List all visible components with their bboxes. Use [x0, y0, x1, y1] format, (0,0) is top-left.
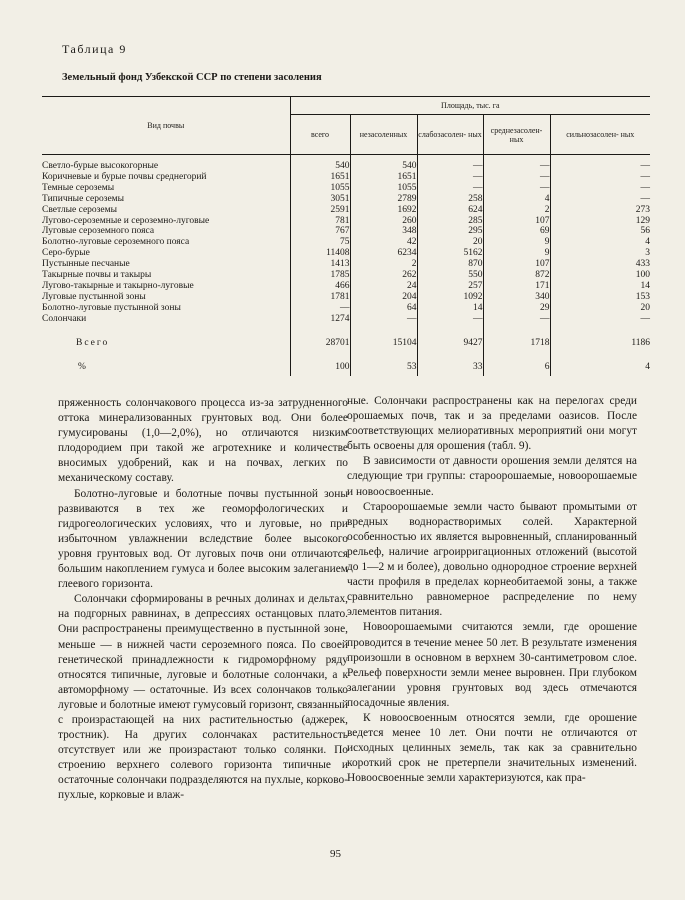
cell-value: 550 [417, 270, 483, 281]
cell-value: 872 [483, 270, 550, 281]
cell-value: — [417, 172, 483, 183]
cell-value: — [417, 183, 483, 194]
cell-value: 348 [350, 226, 417, 237]
cell-value: 258 [417, 194, 483, 205]
row-label: Светлые сероземы [42, 204, 118, 215]
row-label: Пустынные песчаные [42, 259, 130, 270]
paragraph: К новоосвоенным относятся земли, где орошение ведется менее 10 лет. Они почти не отличаются от исходных целинных земель, так как за сравнительно короткий срок не претерпели значительных изменений. Новоосвоенные земли характеризуются, как пра- [347, 711, 637, 785]
header-col-total: всего [290, 115, 350, 155]
cell-value: 9427 [417, 325, 483, 349]
table-row [42, 303, 650, 314]
cell-value: 1413 [290, 259, 350, 270]
header-col-unsalted: незасоленных [350, 115, 417, 155]
cell-value: 20 [417, 237, 483, 248]
cell-value: 870 [417, 259, 483, 270]
cell-value: 624 [417, 205, 483, 216]
paragraph: В зависимости от давности орошения земли делятся на следующие три группы: староорошаемые, новоорошаемые и новоосвоенные. [347, 455, 637, 498]
row-label: Болотно-луговые пустынной зоны [42, 302, 181, 313]
table-row [42, 183, 650, 194]
row-label: Луговые сероземного пояса [42, 226, 155, 237]
cell-value: 1781 [290, 292, 350, 303]
cell-value: — [550, 183, 650, 194]
cell-value: — [550, 314, 650, 325]
row-label: Коричневые и бурые почвы среднегорий [42, 171, 207, 182]
cell-value: 75 [290, 237, 350, 248]
table-row [42, 194, 650, 205]
cell-value: 64 [350, 303, 417, 314]
cell-value: — [290, 303, 350, 314]
row-label: Болотно-луговые сероземного пояса [42, 237, 190, 248]
text-column-left [58, 396, 348, 804]
header-col-medium: среднезасолен- ных [483, 115, 550, 155]
cell-value: — [417, 155, 483, 172]
cell-value: — [483, 183, 550, 194]
paragraph: Болотно-луговые и болотные почвы пустынной зоны развиваются в тех же геоморфологических и гидрогеологических условиях, что и луговые, но при избыточном увлажнении вследствие более высокого уровня грунтовых вод. От луговых почв они отличаются большим накоплением гумуса и более высоким залеганием глеевого горизонта. [58, 487, 348, 591]
cell-value: 204 [350, 292, 417, 303]
cell-value: 14 [550, 281, 650, 292]
cell-value: 107 [483, 216, 550, 227]
cell-value: — [483, 155, 550, 172]
row-label: Такырные почвы и такыры [42, 270, 152, 281]
cell-value: 273 [550, 205, 650, 216]
row-label: % [78, 361, 86, 372]
cell-value: 29 [483, 303, 550, 314]
cell-value: 2591 [290, 205, 350, 216]
cell-value: 1785 [290, 270, 350, 281]
cell-value: 1092 [417, 292, 483, 303]
cell-value: 14 [417, 303, 483, 314]
paragraph: пряженность солончакового процесса из-за затрудненного оттока минерализованных грунтовых вод. Они более гумусированы (1,0—2,0%), но отличаются низким плодородием при такой же агротехнике и количестве вносимых удобрений, как и на почвах, легких по механическому составу. [58, 397, 348, 485]
cell-value: 171 [483, 281, 550, 292]
header-col-strong: сильнозасолен- ных [550, 115, 650, 155]
cell-value: 53 [350, 349, 417, 377]
cell-value: 107 [483, 259, 550, 270]
row-label: Серо-бурые [42, 248, 90, 259]
cell-value: — [550, 194, 650, 205]
cell-value: 260 [350, 216, 417, 227]
cell-value: 2 [483, 205, 550, 216]
cell-value: 1718 [483, 325, 550, 349]
cell-value: 340 [483, 292, 550, 303]
total-row [42, 325, 650, 349]
header-area: Площадь, тыс. га [290, 97, 650, 115]
cell-value: 2789 [350, 194, 417, 205]
cell-value: 6234 [350, 248, 417, 259]
header-soil-type: Вид почвы [42, 97, 290, 155]
table-row [42, 292, 650, 303]
cell-value: 20 [550, 303, 650, 314]
cell-value: 15104 [350, 325, 417, 349]
row-label: Светло-бурые высокогорные [42, 161, 159, 171]
cell-value: — [483, 314, 550, 325]
cell-value: 295 [417, 226, 483, 237]
table-caption: Земельный фонд Узбекской ССР по степени засоления [62, 72, 322, 83]
table-row [42, 226, 650, 237]
cell-value: 3051 [290, 194, 350, 205]
cell-value: 56 [550, 226, 650, 237]
cell-value: 24 [350, 281, 417, 292]
cell-value: — [350, 314, 417, 325]
cell-value: 781 [290, 216, 350, 227]
cell-value: 540 [290, 155, 350, 172]
cell-value: 33 [417, 349, 483, 377]
paragraph: Староорошаемые земли часто бывают промытыми от вредных воднорастворимых солей. Характерной особенностью их является выровненный, спланированный рельеф, наличие агроирригационных отложений (высотой до 1—2 м и более), довольно однородное строение верхней части профиля в пределах корнеобитаемой зоны, а также сравнительно равномерное распределение по нему элементов питания. [347, 500, 637, 619]
paragraph: ные. Солончаки распространены как на перелогах среди орошаемых почв, так и за пределами оазисов. После соответствующих мелиоративных мероприятий они могут быть освоены для орошения (табл. 9). [347, 395, 637, 453]
cell-value: 42 [350, 237, 417, 248]
cell-value: 540 [350, 155, 417, 172]
cell-value: 1055 [290, 183, 350, 194]
table-body [42, 155, 650, 377]
land-fund-table [42, 96, 650, 376]
row-label: Лугово-такырные и такырно-луговые [42, 280, 194, 291]
cell-value: 4 [550, 349, 650, 377]
cell-value: 466 [290, 281, 350, 292]
table-row [42, 281, 650, 292]
table-row [42, 314, 650, 325]
paragraph: Новоорошаемыми считаются земли, где орошение проводится в течение менее 50 лет. В результате изменения произошли в основном в верхнем 30-сантиметровом слое. Рельеф поверхности земли менее выровнен. При глубоком залегании уровня грунтовых вод здесь отмечаются посадочные явления. [347, 621, 637, 709]
cell-value: 257 [417, 281, 483, 292]
table-row [42, 216, 650, 227]
table-row [42, 259, 650, 270]
table-row [42, 172, 650, 183]
cell-value: 4 [483, 194, 550, 205]
cell-value: — [550, 155, 650, 172]
cell-value: 1692 [350, 205, 417, 216]
cell-value: 100 [290, 349, 350, 377]
cell-value: 69 [483, 226, 550, 237]
row-label: Темные сероземы [42, 182, 115, 193]
cell-value: 6 [483, 349, 550, 377]
row-label: Типичные сероземы [42, 193, 125, 204]
percent-row [42, 349, 650, 377]
cell-value: 153 [550, 292, 650, 303]
cell-value: 3 [550, 248, 650, 259]
table-row [42, 155, 650, 172]
table-row [42, 248, 650, 259]
table-row [42, 237, 650, 248]
cell-value: 767 [290, 226, 350, 237]
cell-value: 9 [483, 237, 550, 248]
cell-value: — [417, 314, 483, 325]
cell-value: 1055 [350, 183, 417, 194]
cell-value: 129 [550, 216, 650, 227]
cell-value: 1274 [290, 314, 350, 325]
cell-value: 433 [550, 259, 650, 270]
table-row [42, 270, 650, 281]
row-label: Солончаки [42, 313, 87, 324]
cell-value: 1651 [290, 172, 350, 183]
cell-value: 4 [550, 237, 650, 248]
cell-value: 285 [417, 216, 483, 227]
cell-value: 9 [483, 248, 550, 259]
cell-value: 1186 [550, 325, 650, 349]
page-number: 95 [330, 848, 341, 860]
text-column-right [347, 394, 637, 786]
cell-value: 28701 [290, 325, 350, 349]
paragraph: Солончаки сформированы в речных долинах и дельтах, на подгорных равнинах, в депрессиях останцовых плато. Они распространены преимущественно в пустынной зоне, меньше — в нижней части сероземного пояса. По своей генетической принадлежности к гидроморфному ряду относятся типичные, луговые и болотные солончаки, а к автоморфному — остаточные. Из всех солончаков только луговые и болотные имеют гумусовый горизонт, связанный с произрастающей на них растительностью (аджерек, тростник). На других солончаках растительность отсутствует или же произрастают только солянки. По строению верхнего солевого горизонта типичные и остаточные солончаки подразделяются на пухлые, корково-пухлые, корковые и влаж- [58, 593, 348, 802]
cell-value: 2 [350, 259, 417, 270]
header-col-weak: слабозасолен- ных [417, 115, 483, 155]
cell-value: — [550, 172, 650, 183]
row-label: Луговые пустынной зоны [42, 291, 146, 302]
table-number: Таблица 9 [62, 42, 127, 56]
cell-value: 11408 [290, 248, 350, 259]
cell-value: 100 [550, 270, 650, 281]
row-label: Лугово-сероземные и сероземно-луговые [42, 215, 210, 226]
cell-value: — [483, 172, 550, 183]
table-row [42, 205, 650, 216]
cell-value: 262 [350, 270, 417, 281]
cell-value: 1651 [350, 172, 417, 183]
row-label: Всего [76, 337, 110, 348]
cell-value: 5162 [417, 248, 483, 259]
